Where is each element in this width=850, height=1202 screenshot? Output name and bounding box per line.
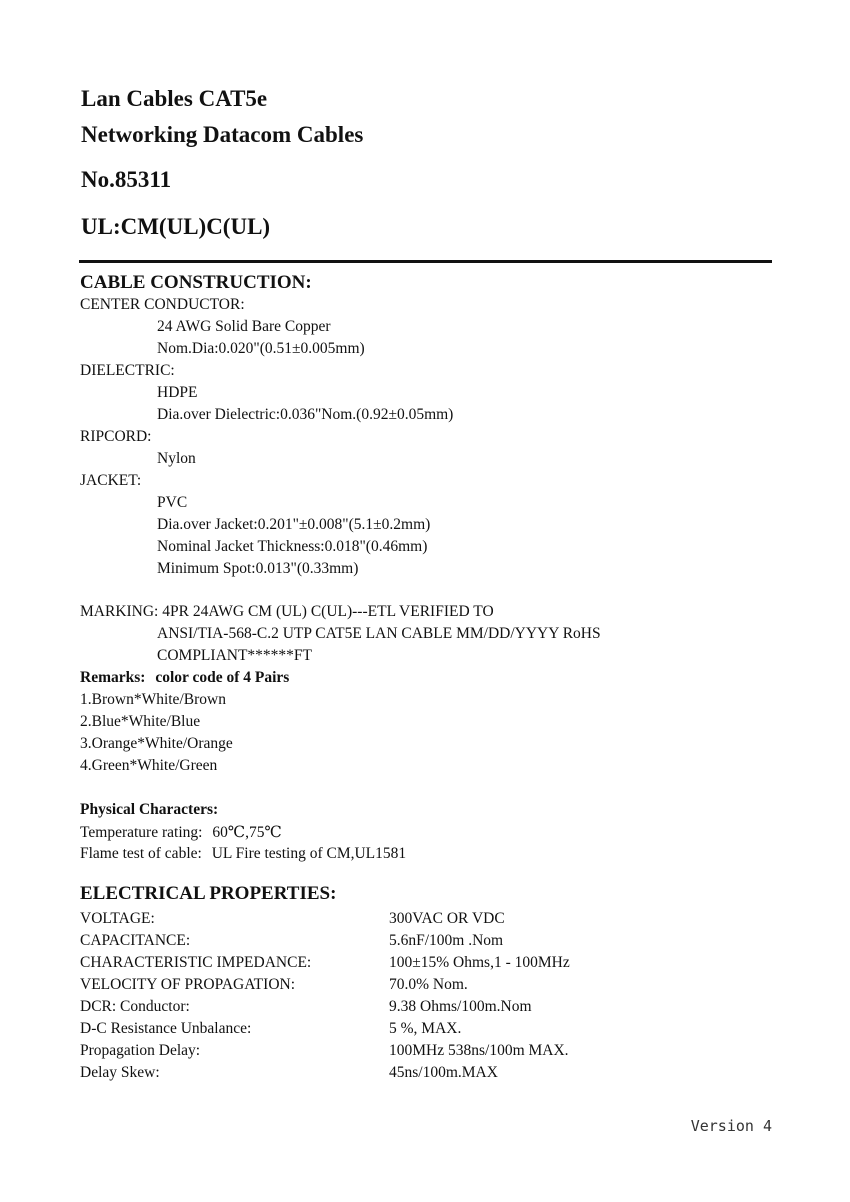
jacket-line: Dia.over Jacket:0.201"±0.008"(5.1±0.2mm) bbox=[157, 516, 431, 533]
dielectric-line: Dia.over Dielectric:0.036"Nom.(0.92±0.05mm) bbox=[157, 406, 454, 423]
jacket-line: Minimum Spot:0.013"(0.33mm) bbox=[157, 560, 359, 577]
pair-item: 3.Orange*White/Orange bbox=[80, 735, 233, 752]
ripcord-label: RIPCORD: bbox=[80, 428, 152, 445]
electrical-value: 45ns/100m.MAX bbox=[389, 1064, 498, 1081]
temperature-rating bbox=[80, 823, 282, 842]
remarks-label: Remarks: bbox=[80, 669, 146, 686]
title-category: Networking Datacom Cables bbox=[81, 122, 364, 147]
jacket-line: PVC bbox=[157, 494, 188, 511]
electrical-label: VOLTAGE: bbox=[80, 910, 155, 927]
pair-item: 4.Green*White/Green bbox=[80, 757, 218, 774]
jacket-line: Nominal Jacket Thickness:0.018"(0.46mm) bbox=[157, 538, 428, 555]
dielectric-line: HDPE bbox=[157, 384, 198, 401]
electrical-value: 9.38 Ohms/100m.Nom bbox=[389, 998, 532, 1015]
center-conductor-line: Nom.Dia:0.020"(0.51±0.005mm) bbox=[157, 340, 365, 357]
electrical-heading: ELECTRICAL PROPERTIES: bbox=[80, 883, 337, 904]
temperature-label: Temperature rating: bbox=[80, 824, 203, 841]
marking-line: ANSI/TIA-568-C.2 UTP CAT5E LAN CABLE MM/DD/YYYY RoHS bbox=[157, 625, 601, 642]
remarks-title: color code of 4 Pairs bbox=[155, 669, 290, 686]
remarks-heading bbox=[80, 669, 289, 687]
physical-heading: Physical Characters: bbox=[80, 801, 219, 818]
temperature-value: 60℃,75℃ bbox=[212, 824, 282, 841]
electrical-value: 5.6nF/100m .Nom bbox=[389, 932, 504, 949]
version-label: Version 4 bbox=[690, 1117, 772, 1135]
electrical-label: VELOCITY OF PROPAGATION: bbox=[80, 976, 296, 993]
center-conductor-label: CENTER CONDUCTOR: bbox=[80, 296, 245, 313]
dielectric-label: DIELECTRIC: bbox=[80, 362, 175, 379]
ripcord-line: Nylon bbox=[157, 450, 196, 467]
electrical-value: 100±15% Ohms,1 - 100MHz bbox=[389, 954, 570, 971]
electrical-value: 300VAC OR VDC bbox=[389, 910, 505, 927]
construction-heading: CABLE CONSTRUCTION: bbox=[80, 272, 312, 293]
header-divider bbox=[79, 260, 772, 263]
electrical-label: D-C Resistance Unbalance: bbox=[80, 1020, 252, 1037]
electrical-label: CAPACITANCE: bbox=[80, 932, 191, 949]
ul-rating: UL:CM(UL)C(UL) bbox=[81, 214, 271, 239]
electrical-value: 100MHz 538ns/100m MAX. bbox=[389, 1042, 569, 1059]
electrical-value: 5 %, MAX. bbox=[389, 1020, 462, 1037]
electrical-label: DCR: Conductor: bbox=[80, 998, 190, 1015]
flame-test bbox=[80, 845, 406, 863]
electrical-label: Propagation Delay: bbox=[80, 1042, 201, 1059]
center-conductor-line: 24 AWG Solid Bare Copper bbox=[157, 318, 331, 335]
title-product: Lan Cables CAT5e bbox=[81, 86, 268, 111]
flame-label: Flame test of cable: bbox=[80, 845, 202, 862]
marking-line: COMPLIANT******FT bbox=[157, 647, 313, 664]
electrical-value: 70.0% Nom. bbox=[389, 976, 468, 993]
marking-line: MARKING: 4PR 24AWG CM (UL) C(UL)---ETL VERIFIED TO bbox=[80, 603, 494, 620]
pair-item: 1.Brown*White/Brown bbox=[80, 691, 226, 708]
electrical-label: Delay Skew: bbox=[80, 1064, 160, 1081]
flame-value: UL Fire testing of CM,UL1581 bbox=[211, 845, 407, 862]
pair-item: 2.Blue*White/Blue bbox=[80, 713, 201, 730]
electrical-label: CHARACTERISTIC IMPEDANCE: bbox=[80, 954, 312, 971]
part-number: No.85311 bbox=[81, 167, 172, 192]
jacket-label: JACKET: bbox=[80, 472, 142, 489]
